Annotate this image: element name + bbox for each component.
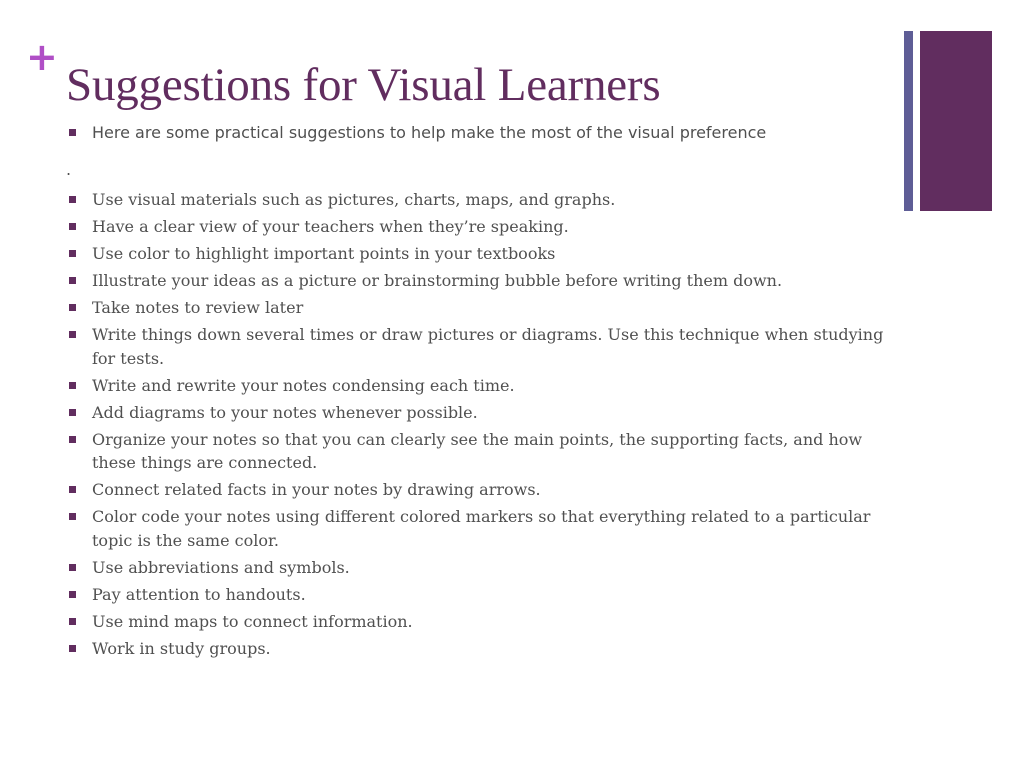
list-item [66, 401, 906, 425]
list-item-text: Work in study groups. [92, 638, 271, 658]
list-item-text: Use color to highlight important points in your textbooks [92, 244, 556, 263]
list-item-text: Use visual materials such as pictures, charts, maps, and graphs. [92, 190, 616, 209]
list-item [66, 428, 906, 475]
list-item-text: Write and rewrite your notes condensing each time. [92, 375, 515, 395]
intro-text: Here are some practical suggestions to help make the most of the visual preference [92, 123, 767, 142]
square-bullet-icon [69, 196, 76, 203]
square-bullet-icon [69, 331, 76, 338]
intro-bullet [66, 120, 906, 146]
list-item-text: Write things down several times or draw pictures or diagrams. Use this technique when studying for tests. [92, 325, 884, 368]
list-item-text: Illustrate your ideas as a picture or brainstorming bubble before writing them down. [92, 271, 783, 290]
list-item [66, 556, 906, 580]
list-item [66, 215, 906, 239]
list-item [66, 505, 906, 552]
list-item [66, 610, 906, 634]
square-bullet-icon [69, 382, 76, 389]
list-item-text: Add diagrams to your notes whenever possible. [92, 402, 478, 422]
square-bullet-icon [69, 129, 76, 136]
square-bullet-icon [69, 564, 76, 571]
square-bullet-icon [69, 304, 76, 311]
list-item-text: Organize your notes so that you can clearly see the main points, the supporting facts, and how these things are connected. [92, 429, 863, 472]
list-item-text: Use mind maps to connect information. [92, 611, 413, 631]
square-bullet-icon [69, 277, 76, 284]
square-bullet-icon [69, 250, 76, 257]
list-item-text: Color code your notes using different colored markers so that everything related to a particular topic is the same color. [92, 507, 871, 550]
list-item [66, 188, 906, 212]
list-item-text: Take notes to review later [92, 298, 304, 317]
square-bullet-icon [69, 223, 76, 230]
square-bullet-icon [69, 591, 76, 598]
square-bullet-icon [69, 409, 76, 416]
slide-title: Suggestions for Visual Learners [66, 59, 661, 111]
list-item-text: Have a clear view of your teachers when they’re speaking. [92, 217, 569, 236]
list-item [66, 478, 906, 502]
square-bullet-icon [69, 436, 76, 443]
square-bullet-icon [69, 645, 76, 652]
accent-block [920, 31, 992, 211]
square-bullet-icon [69, 618, 76, 625]
separator-dot: . [66, 160, 72, 179]
list-item [66, 374, 906, 398]
list-item [66, 583, 906, 607]
plus-icon: + [26, 35, 58, 79]
list-item-text: Pay attention to handouts. [92, 584, 306, 604]
square-bullet-icon [69, 513, 76, 520]
list-item [66, 242, 906, 266]
bullet-list [66, 120, 906, 664]
list-item-text: Use abbreviations and symbols. [92, 557, 350, 577]
list-item [66, 323, 906, 370]
square-bullet-icon [69, 486, 76, 493]
list-item-text: Connect related facts in your notes by drawing arrows. [92, 480, 541, 499]
list-item [66, 269, 906, 293]
list-item [66, 637, 906, 661]
list-item [66, 296, 906, 320]
